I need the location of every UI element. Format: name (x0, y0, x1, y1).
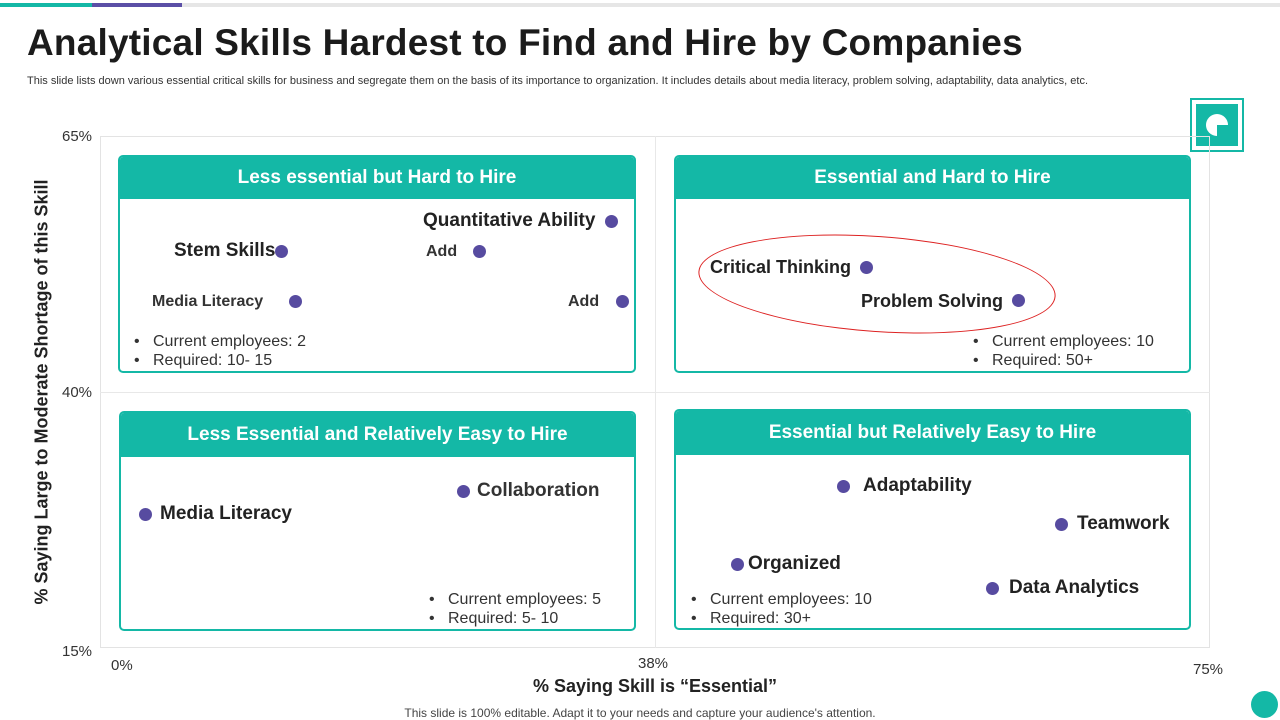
skill-label: Add (568, 293, 600, 310)
skill-label: Stem Skills (174, 240, 276, 261)
bullet-item: • Required: 50+ (973, 351, 1154, 370)
quadrant-bullets (691, 590, 872, 628)
skill-dot (837, 480, 850, 493)
skill-dot (1012, 294, 1025, 307)
y-tick-mid: 40% (62, 384, 93, 401)
pie-icon-shape (1206, 114, 1228, 136)
top-accent-purple (92, 3, 182, 7)
skill-label: Critical Thinking (710, 257, 852, 277)
bullet-item: • Current employees: 10 (691, 590, 872, 609)
skill-label: Collaboration (477, 480, 600, 501)
skill-label: Organized (748, 553, 841, 574)
bullet-item: • Current employees: 2 (134, 332, 306, 351)
page-subtitle: This slide lists down various essential critical skills for business and segregate them on the basis of its importance to organization. It includes details about media literacy, problem solving, adaptability, data analytics, etc. (27, 75, 1089, 87)
x-tick-mid: 38% (638, 655, 669, 672)
skill-label: Teamwork (1077, 513, 1170, 534)
bullet-item: • Required: 10- 15 (134, 351, 306, 370)
quadrant-title: Less Essential and Relatively Easy to Hire (121, 413, 634, 457)
skill-dot (605, 215, 618, 228)
y-tick-bottom: 15% (62, 643, 93, 660)
bullet-item: • Required: 5- 10 (429, 609, 601, 628)
skill-dot (289, 295, 302, 308)
skill-dot (616, 295, 629, 308)
bullet-item: • Current employees: 10 (973, 332, 1154, 351)
corner-decoration-dot (1251, 691, 1278, 718)
footer-note: This slide is 100% editable. Adapt it to your needs and capture your audience's attention. (404, 706, 876, 720)
x-tick-right: 75% (1193, 661, 1224, 678)
y-tick-top: 65% (62, 128, 93, 145)
skill-label: Problem Solving (861, 291, 1004, 311)
quadrant-bullets (429, 590, 601, 628)
x-tick-left: 0% (111, 657, 133, 674)
top-accent-bar (0, 3, 1280, 7)
skill-label: Data Analytics (1009, 577, 1140, 598)
skill-dot (457, 485, 470, 498)
skill-dot (473, 245, 486, 258)
skill-label: Media Literacy (160, 503, 292, 524)
skill-label: Quantitative Ability (423, 210, 596, 231)
skill-label: Add (426, 243, 458, 260)
skill-dot (860, 261, 873, 274)
chart-gridline-horizontal (100, 392, 1210, 393)
skill-dot (139, 508, 152, 521)
skill-dot (731, 558, 744, 571)
bullet-item: • Required: 30+ (691, 609, 872, 628)
page-title: Analytical Skills Hardest to Find and Hire by Companies (27, 22, 1023, 63)
top-accent-teal (0, 3, 92, 7)
skill-dot (275, 245, 288, 258)
skill-label: Adaptability (863, 475, 972, 496)
quadrant-title: Less essential but Hard to Hire (120, 157, 634, 199)
y-axis-label: % Saying Large to Moderate Shortage of this Skill (31, 179, 52, 605)
skill-dot (1055, 518, 1068, 531)
skill-dot (986, 582, 999, 595)
quadrant-bullets (134, 332, 306, 370)
quadrant-title: Essential but Relatively Easy to Hire (676, 411, 1189, 455)
x-axis-label: % Saying Skill is “Essential” (532, 676, 778, 696)
quadrant-title: Essential and Hard to Hire (676, 157, 1189, 199)
bullet-item: • Current employees: 5 (429, 590, 601, 609)
skill-label: Media Literacy (152, 293, 264, 310)
quadrant-bullets (973, 332, 1154, 370)
